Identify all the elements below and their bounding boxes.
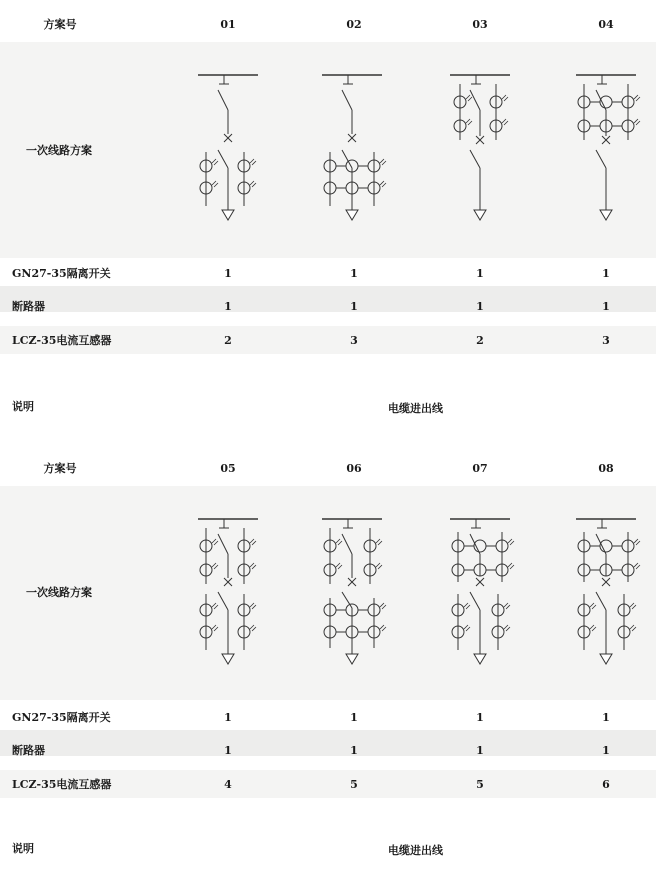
isolator-label: GN27-35隔离开关 <box>12 267 111 280</box>
ct-hatch <box>504 603 510 631</box>
isolator-count-01: 1 <box>224 267 232 280</box>
isolator-label: GN27-35隔离开关 <box>12 711 111 724</box>
ct-hatch <box>380 159 386 187</box>
circuit-diagram-02 <box>312 70 392 230</box>
isolator-blade <box>596 534 606 554</box>
breaker-count-05: 1 <box>224 744 232 757</box>
isolator-count-04: 1 <box>602 267 610 280</box>
breaker-count-08: 1 <box>602 744 610 757</box>
breaker-count-06: 1 <box>350 744 358 757</box>
scheme-no-01: 01 <box>220 18 236 31</box>
circuit-diagram-07 <box>440 514 520 674</box>
circuit-diagram-04 <box>566 70 646 230</box>
isolator-count-03: 1 <box>476 267 484 280</box>
ct-label: LCZ-35电流互感器 <box>12 778 112 791</box>
cable-outlet-symbol <box>474 654 486 664</box>
cable-outlet-symbol <box>346 654 358 664</box>
isolator-blade <box>470 534 480 554</box>
cable-outlet-symbol <box>346 210 358 220</box>
scheme-no-07: 07 <box>472 462 488 475</box>
ct-hatch <box>634 95 640 125</box>
isolator-blade <box>342 90 352 110</box>
breaker-blade <box>342 150 352 168</box>
remark-label: 说明 <box>12 842 34 855</box>
ct-hatch <box>212 159 218 187</box>
remark-label: 说明 <box>12 400 34 413</box>
isolator-blade <box>218 90 228 110</box>
breaker-blade <box>470 150 480 168</box>
scheme-no-04: 04 <box>598 18 614 31</box>
circuit-label: 一次线路方案 <box>26 144 92 157</box>
ct-label: LCZ-35电流互感器 <box>12 334 112 347</box>
breaker-count-04: 1 <box>602 300 610 313</box>
breaker-blade <box>596 150 606 168</box>
breaker-blade <box>342 592 352 608</box>
scheme-no-06: 06 <box>346 462 362 475</box>
scheme-no-05: 05 <box>220 462 236 475</box>
breaker-row-band <box>0 730 656 756</box>
breaker-blade <box>470 592 480 610</box>
isolator-blade <box>470 90 480 110</box>
ct-count-04: 3 <box>602 334 610 347</box>
ct-hatch <box>590 603 596 631</box>
isolator-count-08: 1 <box>602 711 610 724</box>
ct-count-08: 6 <box>602 778 610 791</box>
circuit-diagram-06 <box>312 514 392 674</box>
cable-outlet-symbol <box>600 210 612 220</box>
isolator-blade <box>218 534 228 554</box>
ct-hatch <box>502 95 508 125</box>
breaker-label: 断路器 <box>12 300 45 313</box>
ct-hatch <box>212 603 218 631</box>
isolator-blade <box>596 90 606 110</box>
ct-count-07: 5 <box>476 778 484 791</box>
cable-outlet-symbol <box>474 210 486 220</box>
scheme-no-03: 03 <box>472 18 488 31</box>
ct-hatch <box>466 95 472 125</box>
ct-hatch <box>212 539 218 569</box>
ct-count-01: 2 <box>224 334 232 347</box>
ct-hatch <box>336 539 342 569</box>
ct-hatch <box>380 603 386 631</box>
ct-hatch <box>634 539 640 569</box>
ct-hatch <box>250 603 256 631</box>
ct-hatch <box>376 539 382 569</box>
circuit-diagram-08 <box>566 514 646 674</box>
scheme-no-label: 方案号 <box>43 462 77 475</box>
remark-text: 电缆进出线 <box>388 402 443 415</box>
ct-count-03: 2 <box>476 334 484 347</box>
breaker-blade <box>596 592 606 610</box>
cable-outlet-symbol <box>222 210 234 220</box>
scheme-no-label: 方案号 <box>43 18 77 31</box>
ct-count-06: 5 <box>350 778 358 791</box>
scheme-no-02: 02 <box>346 18 362 31</box>
ct-hatch <box>630 603 636 631</box>
circuit-label: 一次线路方案 <box>26 586 92 599</box>
breaker-count-02: 1 <box>350 300 358 313</box>
isolator-count-07: 1 <box>476 711 484 724</box>
remark-text: 电缆进出线 <box>388 844 443 857</box>
isolator-count-05: 1 <box>224 711 232 724</box>
breaker-blade <box>218 592 228 610</box>
ct-hatch <box>250 159 256 187</box>
breaker-blade <box>218 150 228 168</box>
breaker-count-07: 1 <box>476 744 484 757</box>
circuit-diagram-03 <box>440 70 520 230</box>
circuit-diagram-01 <box>188 70 268 230</box>
breaker-count-03: 1 <box>476 300 484 313</box>
isolator-blade <box>342 534 352 554</box>
ct-hatch <box>464 603 470 631</box>
breaker-row-band <box>0 286 656 312</box>
ct-count-05: 4 <box>224 778 232 791</box>
cable-outlet-symbol <box>222 654 234 664</box>
circuit-diagram-05 <box>188 514 268 674</box>
scheme-no-08: 08 <box>598 462 614 475</box>
breaker-label: 断路器 <box>12 744 45 757</box>
ct-count-02: 3 <box>350 334 358 347</box>
isolator-count-02: 1 <box>350 267 358 280</box>
breaker-count-01: 1 <box>224 300 232 313</box>
ct-hatch <box>508 539 514 569</box>
ct-hatch <box>250 539 256 569</box>
cable-outlet-symbol <box>600 654 612 664</box>
isolator-count-06: 1 <box>350 711 358 724</box>
